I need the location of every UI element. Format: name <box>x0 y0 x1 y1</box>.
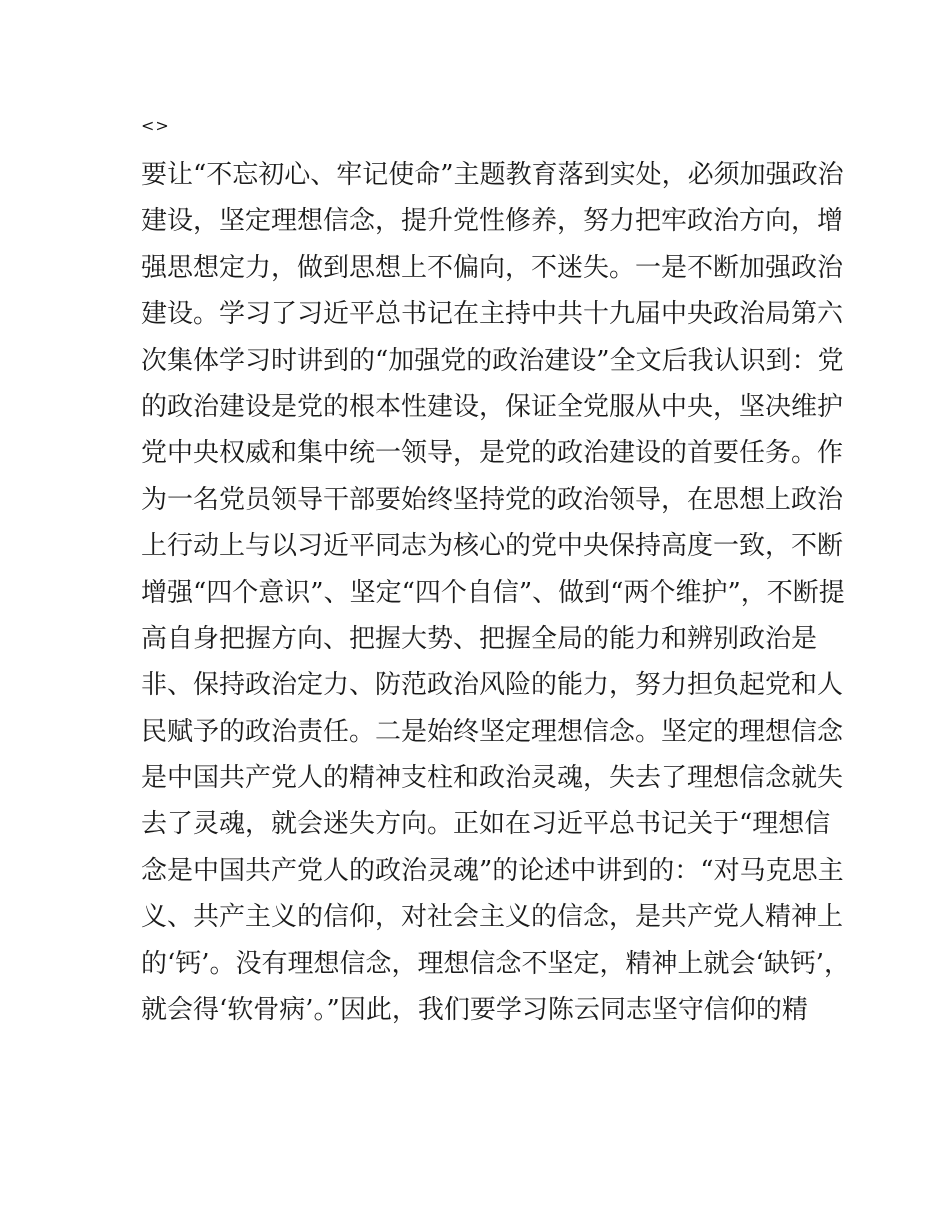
text-line: 上行动上与以习近平同志为核心的党中央保持高度一致，不断 <box>141 531 844 562</box>
text-line: 要让“不忘初心、牢记使命”主题教育落到实处，必须加强政治 <box>141 160 844 190</box>
text-line: 党中央权威和集中统一领导，是党的政治建设的首要任务。作 <box>141 438 844 469</box>
text-line: 为一名党员领导干部要始终坚持党的政治领导，在思想上政治 <box>141 484 844 515</box>
text-line: 高自身把握方向、把握大势、把握全局的能力和辨别政治是 <box>141 623 818 654</box>
text-line: 民赋予的政治责任。二是始终坚定理想信念。坚定的理想信念 <box>141 716 844 747</box>
text-line: 义、共产主义的信仰，对社会主义的信念，是共产党人精神上 <box>141 902 844 933</box>
text-line: 建设。学习了习近平总书记在主持中共十九届中央政治局第六 <box>141 299 844 330</box>
text-line: 就会得‘软骨病’。”因此，我们要学习陈云同志坚守信仰的精 <box>141 995 808 1026</box>
text-line: 增强“四个意识”、坚定“四个自信”、做到“两个维护”，不断提 <box>141 577 845 608</box>
text-line: 是中国共产党人的精神支柱和政治灵魂，失去了理想信念就失 <box>141 763 844 794</box>
text-line: 强思想定力，做到思想上不偏向，不迷失。一是不断加强政治 <box>141 252 844 283</box>
text-line: 去了灵魂，就会迷失方向。正如在习近平总书记关于“理想信 <box>141 809 831 840</box>
text-line: 次集体学习时讲到的“加强党的政治建设”全文后我认识到：党 <box>141 345 844 376</box>
text-line: 念是中国共产党人的政治灵魂”的论述中讲到的：“对马克思主 <box>141 855 844 886</box>
text-line: 建设，坚定理想信念，提升党性修养，努力把牢政治方向，增 <box>141 206 844 237</box>
document-body <box>141 152 851 1033</box>
text-line: 的政治建设是党的根本性建设，保证全党服从中央，坚决维护 <box>141 391 844 422</box>
text-line: 非、保持政治定力、防范政治风险的能力，努力担负起党和人 <box>141 670 844 701</box>
text-line: 的‘钙’。没有理想信念，理想信念不坚定，精神上就会‘缺钙’， <box>141 948 851 979</box>
section-marker: <> <box>141 116 170 135</box>
